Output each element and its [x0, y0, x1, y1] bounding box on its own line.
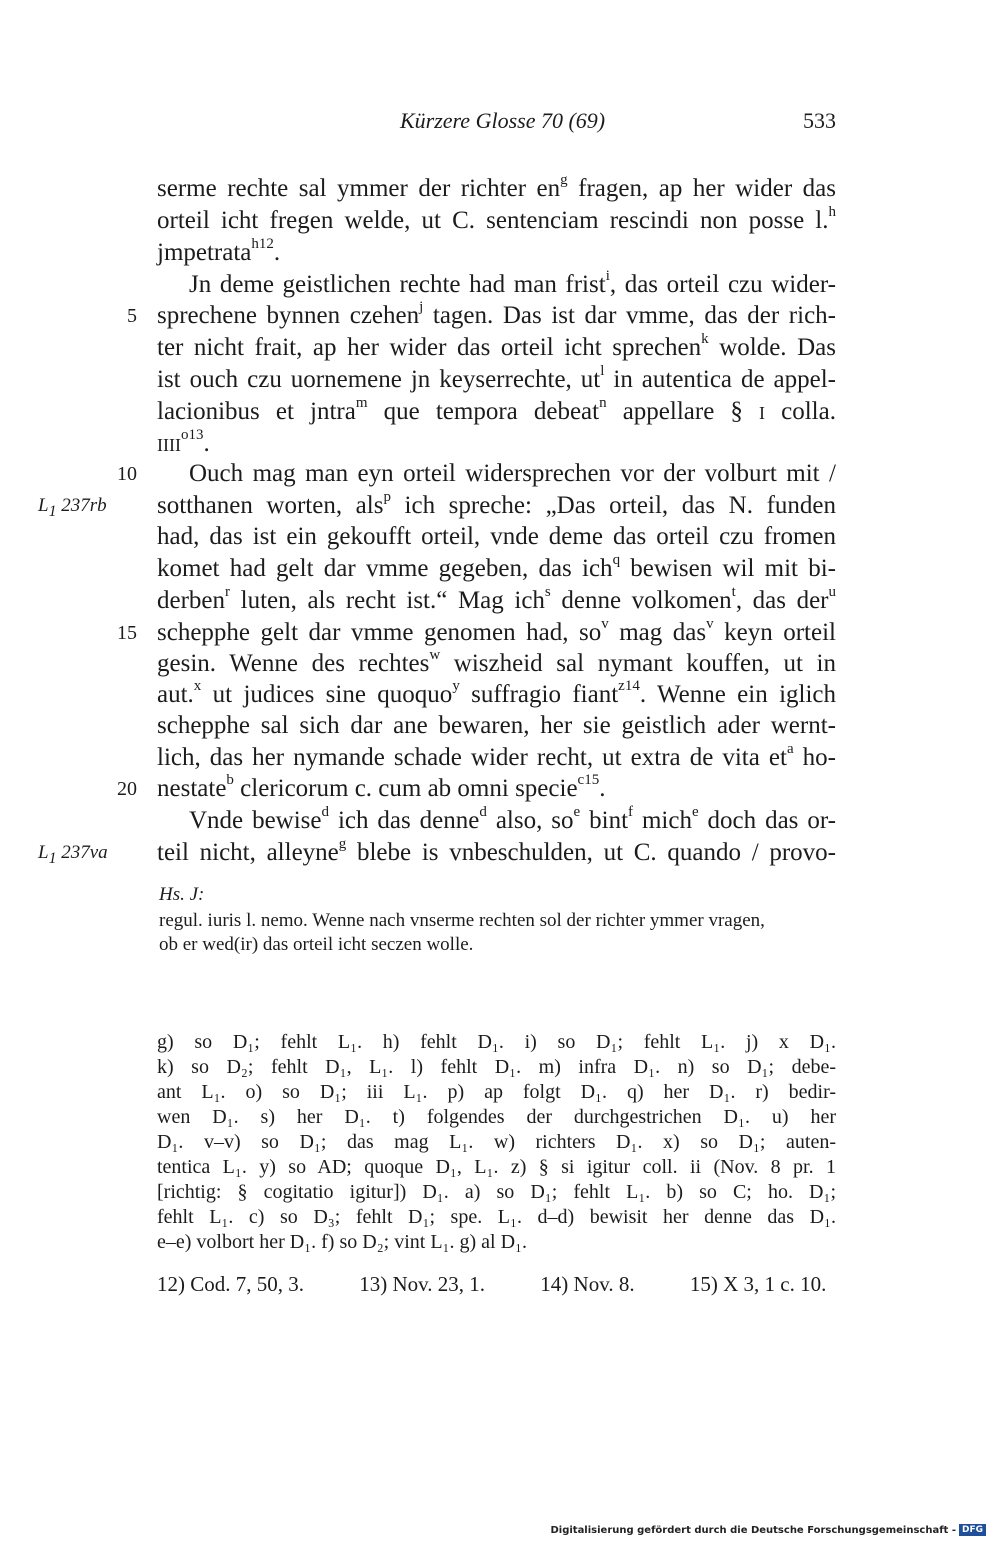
text-line-7: ist ouch czu uornemene jn keyserrechte, $ut^l$ in autentica de appel- — [157, 362, 837, 393]
text-line-14: derben$^r$ luten, als recht ist.“ Mag ich$^s$ denne volkomen$^t$, das der$^u$ — [157, 583, 836, 614]
line-number-10: 10 — [117, 463, 137, 485]
reference-12: 12) Cod. 7, 50, 3. — [157, 1272, 304, 1296]
text-line-5: sprechene bynnen czehen$^j$ tagen. Das ist dar vmme, das der rich- — [157, 298, 836, 329]
apparatus-line-8: fehlt L₁. c) so D₃; fehlt D₁; spe. L₁. d–d) bewisit her denne das D₁. — [157, 1206, 836, 1228]
text-line-21: Vnde bewise$^d$ ich das denne$^d$ also, $so^e$ bint$^f$ mich$^e$ doch das or- — [189, 803, 837, 834]
text-line-13: komet had gelt dar vmme gegeben, das ich$^q$ bewisen wil mit bi- — [157, 551, 836, 582]
text-line-19: lich, das her nymande schade wider recht, ut extra de vita $et^a$ ho- — [157, 740, 837, 771]
hs-note-label: Hs. J: — [159, 884, 205, 905]
line-number-15: 15 — [117, 622, 137, 644]
hs-note-line-2: ob er wed(ir) das orteil icht seczen wolle. — [159, 934, 474, 955]
text-line-16: gesin. Wenne des rechtes$^w$ wiszheid sal nymant kouffen, ut in — [157, 646, 836, 677]
references-line — [157, 1272, 876, 1297]
page-number: 533 — [803, 108, 836, 133]
margin-siglum-237rb: $L_1$ 237rb — [38, 495, 107, 520]
reference-15: 15) X 3, 1 c. 10. — [689, 1272, 827, 1296]
apparatus-line-4: wen D₁. s) her D₁. t) folgendes der durchgestrichen D₁. u) her — [157, 1106, 836, 1128]
apparatus-line-7: [richtig: § cogitatio igitur]) D₁. a) so D₁; fehlt L₁. b) so C; ho. D₁; — [157, 1181, 836, 1203]
text-line-8: lacionibus et jntra$^m$ que tempora debeat$^n$ appellare § i colla. — [157, 394, 836, 425]
text-line-3: jmpetrata$^{h12}$. — [157, 235, 281, 266]
reference-13: 13) Nov. 23, 1. — [359, 1272, 486, 1296]
apparatus-line-2: k) so D₂; fehlt D₁, L₁. l) fehlt D₁. m) infra D₁. n) so D₁; debe- — [157, 1056, 836, 1078]
apparatus-line-6: tentica L₁. y) so AD; quoque D₁, L₁. z) § si igitur coll. ii (Nov. 8 pr. 1 — [157, 1156, 836, 1178]
text-line-12: had, das ist ein gekoufft orteil, vnde deme das orteil czu fromen — [157, 523, 836, 550]
hs-note-line-1: regul. iuris l. nemo. Wenne nach vnserme rechten sol der richter ymmer vragen, — [159, 910, 765, 931]
text-line-22: teil nicht, alleyne$^g$ blebe is vnbeschulden, ut C. quando / provo- — [157, 835, 836, 866]
funding-credit: Digitalisierung gefördert durch die Deutsche Forschungsgemeinschaft - DFG — [550, 1524, 986, 1536]
text-line-9: iiii$^{o13}$. — [157, 426, 210, 457]
text-line-6: ter nicht frait, ap her wider das orteil icht sprechen$^k$ wolde. Das — [157, 330, 836, 361]
text-line-2: orteil icht fregen welde, ut C. sentenciam rescindi non posse l.$^h$ — [157, 203, 836, 234]
running-head: Kürzere Glosse 70 (69) — [400, 108, 606, 133]
text-line-11: sotthanen worten, als$^p$ ich spreche: „Das orteil, das N. funden — [157, 488, 836, 519]
apparatus-line-5: D₁. v–v) so D₁; das mag L₁. w) richters D₁. x) so D₁; auten- — [157, 1131, 836, 1153]
line-number-5: 5 — [127, 305, 137, 327]
text-line-17: aut.$^x$ ut judices sine quoquo$^y$ suffragio fiant$^{z14}$. Wenne ein iglich — [157, 677, 837, 708]
text-line-10: Ouch mag man eyn orteil widersprechen vor der volburt mit / — [189, 460, 836, 487]
apparatus-line-1: g) so D₁; fehlt L₁. h) fehlt D₁. i) so D₁; fehlt L₁. j) x D₁. — [157, 1031, 836, 1053]
text-line-15: schepphe gelt dar vmme genomen had, $so^v$ mag das$^v$ keyn orteil — [157, 615, 836, 646]
text-line-18: schepphe sal sich dar ane bewaren, her sie geistlich ader wernt- — [157, 712, 836, 739]
line-number-20: 20 — [117, 778, 137, 800]
apparatus-line-9: e–e) volbort her D₁. f) so D₂; vint L₁. g) al D₁. — [157, 1231, 528, 1253]
text-line-4: Jn deme geistlichen rechte had man frist$^i$, das orteil czu wider- — [189, 267, 836, 298]
apparatus-line-3: ant L₁. o) so D₁; iii L₁. p) ap folgt D₁. q) her D₁. r) bedir- — [157, 1081, 836, 1103]
reference-14: 14) Nov. 8. — [540, 1272, 635, 1296]
margin-siglum-237va: $L_1$ 237va — [38, 842, 108, 867]
text-line-20: nestate$^b$ clericorum c. cum ab omni specie$^{c15}$. — [157, 771, 606, 802]
text-line-1: serme rechte sal ymmer der richter $en^g$ fragen, ap her wider das — [157, 171, 837, 202]
dfg-logo: DFG — [959, 1524, 986, 1536]
